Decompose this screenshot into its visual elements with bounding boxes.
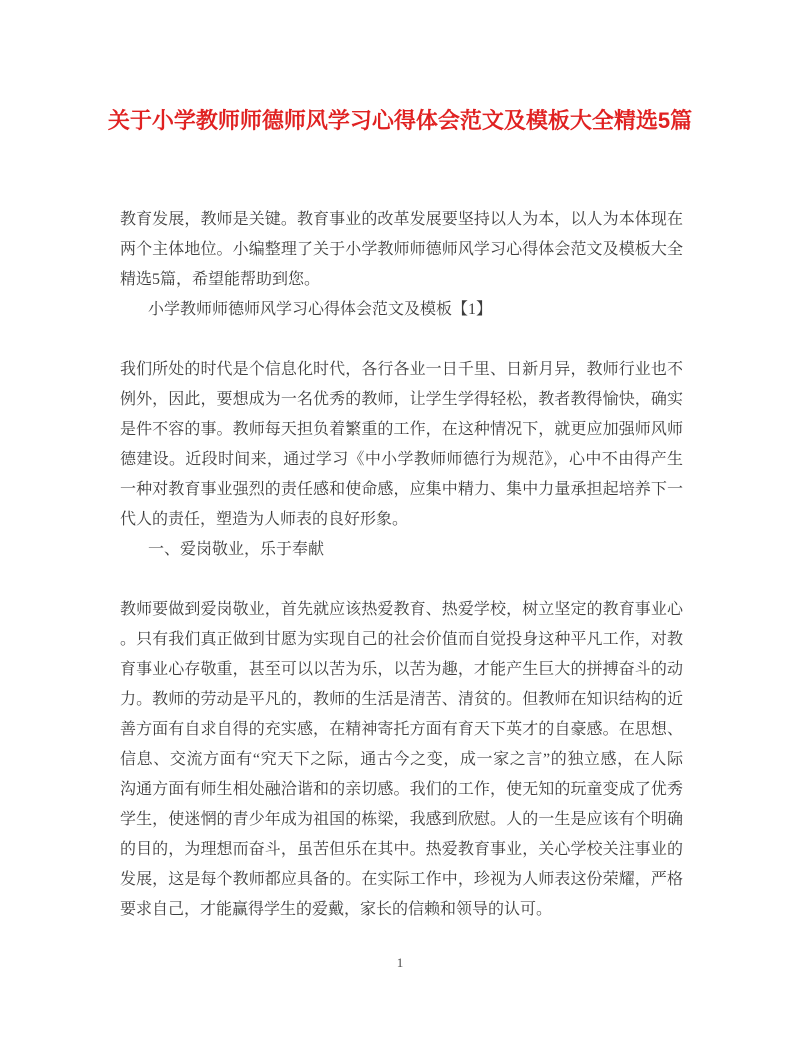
- body-paragraph-1-line: 德建设。近段时间来，通过学习《中小学教师师德行为规范》，心中不由得产生: [120, 451, 683, 468]
- body-paragraph-2-line: 力。教师的劳动是平凡的，教师的生活是清苦、清贫的。但教师在知识结构的近: [120, 691, 683, 708]
- body-paragraph-2-line: 学生，使迷惘的青少年成为祖国的栋梁，我感到欣慰。人的一生是应该有个明确: [120, 811, 683, 828]
- body-paragraph-2-line: 的目的，为理想而奋斗，虽苦但乐在其中。热爱教育事业，关心学校关注事业的: [120, 841, 683, 858]
- body-paragraph-2-line: 。只有我们真正做到甘愿为实现自己的社会价值而自觉投身这种平凡工作，对教: [120, 631, 683, 648]
- intro-paragraph-line: 教育发展，教师是关键。教育事业的改革发展要坚持以人为本，以人为本体现在: [120, 211, 683, 228]
- intro-paragraph-line: 精选5篇，希望能帮助到您。: [120, 271, 321, 288]
- document-body: [120, 205, 683, 925]
- blank-line: [120, 325, 683, 355]
- body-paragraph-2-line: 要求自己，才能赢得学生的爱戴，家长的信赖和领导的认可。: [120, 901, 553, 918]
- body-paragraph-2-line: 信息、交流方面有“究天下之际，通古今之变，成一家之言”的独立感，在人际: [120, 751, 683, 768]
- body-paragraph-1-line: 一种对教育事业强烈的责任感和使命感，应集中精力、集中力量承担起培养下一: [120, 481, 683, 498]
- body-paragraph-1-line: 我们所处的时代是个信息化时代，各行各业一日千里、日新月异，教师行业也不: [120, 361, 683, 378]
- body-paragraph-2-line: 沟通方面有师生相处融洽谐和的亲切感。我们的工作，使无知的玩童变成了优秀: [120, 781, 683, 798]
- body-paragraph-1-line: 代人的责任，塑造为人师表的良好形象。: [120, 511, 409, 528]
- document-title: 关于小学教师师德师风学习心得体会范文及模板大全精选5篇: [107, 108, 693, 133]
- intro-paragraph-line: 两个主体地位。小编整理了关于小学教师师德师风学习心得体会范文及模板大全: [120, 241, 683, 258]
- body-paragraph-2-line: 教师要做到爱岗敬业，首先就应该热爱教育、热爱学校，树立坚定的教育事业心: [120, 601, 683, 618]
- body-paragraph-2-line: 善方面有自求自得的充实感，在精神寄托方面有育天下英才的自豪感。在思想、: [120, 721, 683, 738]
- body-paragraph-2-line: 育事业心存敬重，甚至可以以苦为乐，以苦为趣，才能产生巨大的拼搏奋斗的动: [120, 661, 683, 678]
- body-paragraph-1-line: 是件不容的事。教师每天担负着繁重的工作，在这种情况下，就更应加强师风师: [120, 421, 683, 438]
- sample-heading-1: 小学教师师德师风学习心得体会范文及模板【1】: [148, 301, 493, 318]
- body-paragraph-1-line: 例外，因此，要想成为一名优秀的教师，让学生学得轻松，教者教得愉快，确实: [120, 391, 683, 408]
- section-heading-1: 一、爱岗敬业，乐于奉献: [148, 541, 325, 558]
- page-number: 1: [396, 955, 404, 970]
- body-paragraph-2-line: 发展，这是每个教师都应具备的。在实际工作中，珍视为人师表这份荣耀，严格: [120, 871, 683, 888]
- blank-line: [120, 565, 683, 595]
